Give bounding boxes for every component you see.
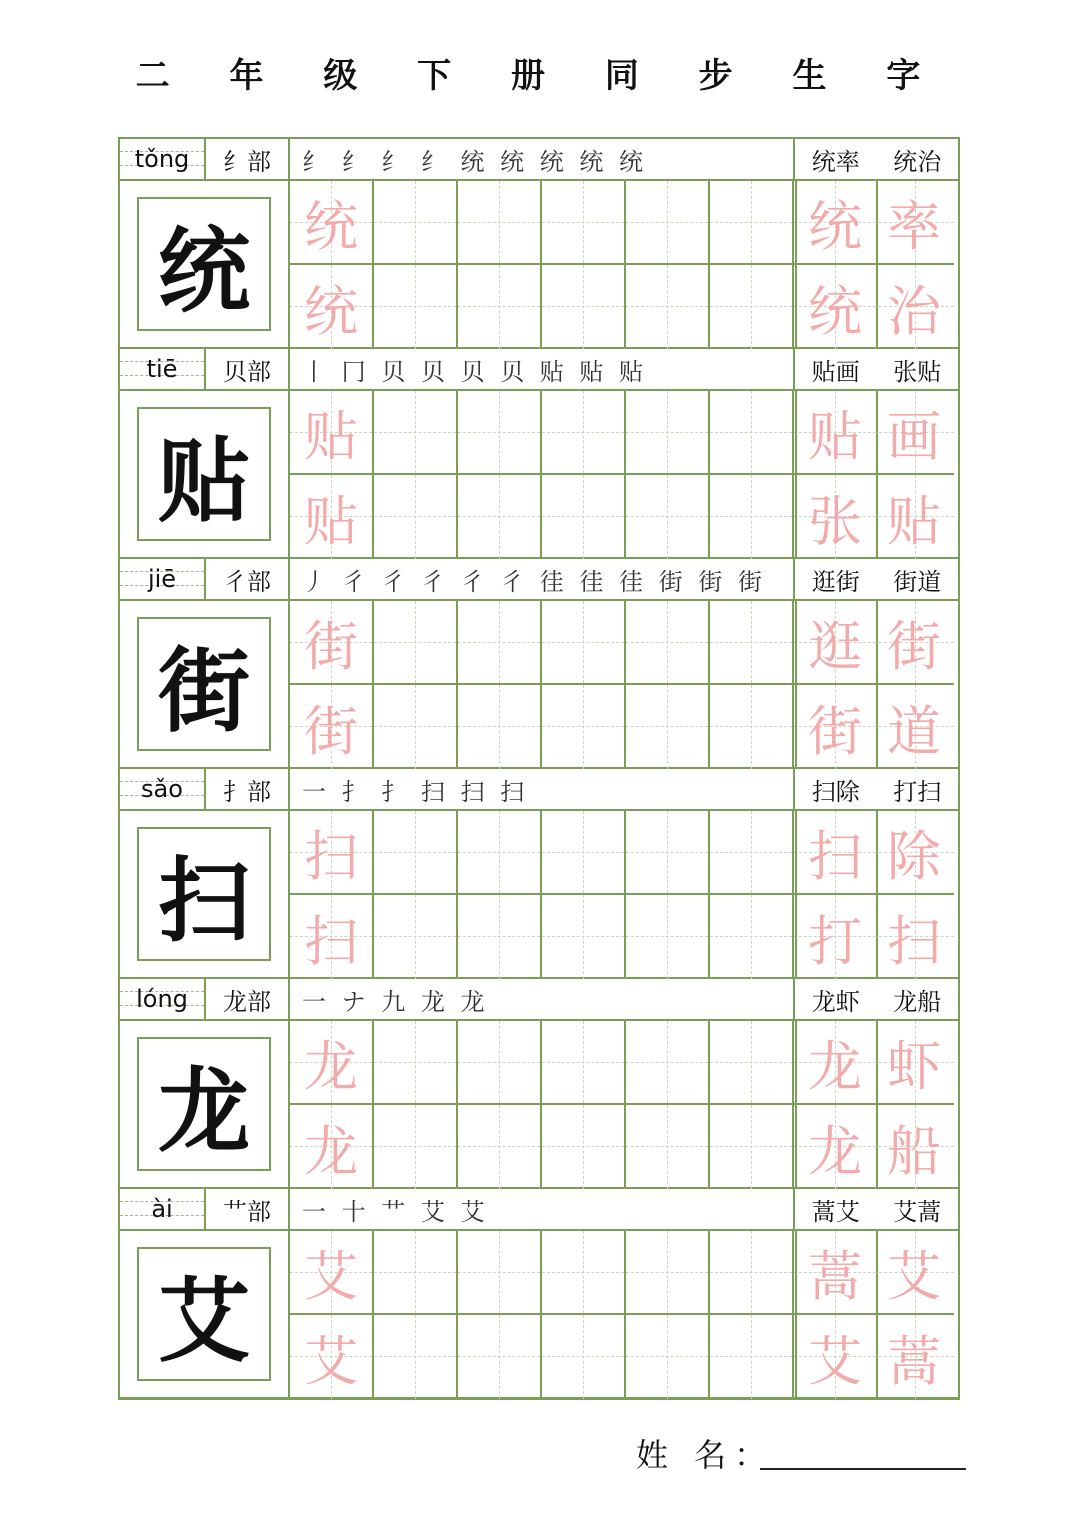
trace-square[interactable] (290, 1231, 374, 1315)
trace-character: 贴 (887, 489, 941, 553)
trace-square[interactable] (874, 1105, 954, 1189)
example-words (795, 139, 958, 179)
pinyin: tiē (146, 355, 178, 383)
blank-square[interactable] (626, 811, 710, 895)
character-block (120, 559, 958, 769)
trace-square[interactable] (290, 391, 374, 475)
info-row (120, 769, 958, 811)
trace-character: 扫 (304, 824, 358, 888)
info-row (120, 1189, 958, 1231)
trace-square[interactable] (794, 475, 878, 559)
radical: 贝部 (206, 349, 290, 389)
example-word: 龙船 (893, 987, 942, 1016)
info-row (120, 349, 958, 391)
trace-square[interactable] (794, 601, 878, 685)
trace-character: 统 (808, 279, 862, 343)
blank-square[interactable] (542, 685, 626, 769)
blank-square[interactable] (458, 1231, 542, 1315)
blank-square[interactable] (710, 1105, 794, 1189)
trace-character: 龙 (808, 1119, 862, 1183)
trace-square[interactable] (794, 685, 878, 769)
blank-square[interactable] (458, 181, 542, 265)
radical: 艹部 (206, 1189, 290, 1229)
trace-square[interactable] (290, 1105, 374, 1189)
blank-square[interactable] (542, 1021, 626, 1105)
trace-square[interactable] (874, 265, 954, 349)
pinyin-cell (120, 139, 206, 179)
pinyin: lóng (136, 985, 188, 1013)
blank-square[interactable] (458, 1315, 542, 1399)
blank-square[interactable] (542, 895, 626, 979)
trace-character: 龙 (304, 1034, 358, 1098)
name-label: 姓 名： (636, 1436, 775, 1474)
pinyin-cell (120, 349, 206, 389)
blank-square[interactable] (626, 685, 710, 769)
trace-square[interactable] (794, 1315, 878, 1399)
radical: 彳部 (206, 559, 290, 599)
character-block (120, 1189, 958, 1399)
blank-square[interactable] (374, 475, 458, 559)
example-word: 艾蒿 (893, 1197, 942, 1226)
trace-character: 街 (304, 614, 358, 678)
blank-square[interactable] (374, 895, 458, 979)
trace-character: 逛 (808, 614, 862, 678)
trace-character: 船 (887, 1119, 941, 1183)
trace-square[interactable] (290, 1021, 374, 1105)
practice-sheet (118, 137, 960, 1400)
example-words (795, 349, 958, 389)
blank-square[interactable] (626, 1105, 710, 1189)
blank-square[interactable] (374, 1021, 458, 1105)
blank-square[interactable] (710, 181, 794, 265)
trace-character: 蒿 (887, 1329, 941, 1393)
blank-square[interactable] (710, 601, 794, 685)
word-divider (795, 601, 797, 767)
blank-square[interactable] (374, 601, 458, 685)
blank-square[interactable] (542, 391, 626, 475)
trace-character: 张 (808, 489, 862, 553)
trace-square[interactable] (794, 1105, 878, 1189)
stroke-order: 丨 冂 贝 贝 贝 贝 贴 贴 贴 (290, 349, 795, 389)
character-block (120, 769, 958, 979)
trace-square[interactable] (794, 181, 878, 265)
page-title: 二 年 级 下 册 同 步 生 字 (135, 56, 945, 96)
blank-square[interactable] (710, 811, 794, 895)
stroke-order: 纟 纟 纟 纟 统 统 统 统 统 (290, 139, 795, 179)
trace-character: 道 (887, 699, 941, 763)
model-character-area (120, 181, 290, 349)
blank-square[interactable] (626, 181, 710, 265)
trace-character: 艾 (808, 1329, 862, 1393)
blank-square[interactable] (374, 391, 458, 475)
model-character-area (120, 811, 290, 979)
character-block (120, 979, 958, 1189)
example-word: 龙虾 (811, 987, 860, 1016)
example-words (795, 979, 958, 1019)
example-word: 贴画 (811, 357, 860, 386)
trace-character: 龙 (808, 1034, 862, 1098)
blank-square[interactable] (458, 811, 542, 895)
blank-square[interactable] (374, 181, 458, 265)
trace-square[interactable] (874, 181, 954, 265)
writing-grid (290, 811, 958, 979)
example-words (795, 1189, 958, 1229)
trace-character: 蒿 (808, 1244, 862, 1308)
trace-character: 扫 (887, 909, 941, 973)
trace-character: 扫 (808, 824, 862, 888)
trace-character: 艾 (304, 1329, 358, 1393)
trace-square[interactable] (874, 475, 954, 559)
trace-character: 贴 (304, 489, 358, 553)
trace-square[interactable] (794, 265, 878, 349)
model-character: 艾 (137, 1247, 271, 1381)
trace-square[interactable] (290, 475, 374, 559)
blank-square[interactable] (374, 811, 458, 895)
pinyin: jiē (147, 565, 177, 593)
trace-character: 街 (304, 699, 358, 763)
blank-square[interactable] (458, 475, 542, 559)
blank-square[interactable] (626, 1021, 710, 1105)
model-character-area (120, 391, 290, 559)
character-block (120, 139, 958, 349)
writing-grid (290, 181, 958, 349)
writing-grid (290, 1231, 958, 1399)
example-words (795, 769, 958, 809)
blank-square[interactable] (458, 1021, 542, 1105)
stroke-order: 一 ナ 九 龙 龙 (290, 979, 795, 1019)
blank-square[interactable] (542, 265, 626, 349)
blank-square[interactable] (710, 685, 794, 769)
blank-square[interactable] (542, 1105, 626, 1189)
trace-square[interactable] (874, 895, 954, 979)
trace-character: 统 (304, 194, 358, 258)
info-row (120, 559, 958, 601)
trace-character: 虾 (887, 1034, 941, 1098)
model-character: 龙 (137, 1037, 271, 1171)
model-character-area (120, 1231, 290, 1399)
trace-square[interactable] (794, 811, 878, 895)
character-block (120, 349, 958, 559)
trace-square[interactable] (794, 391, 878, 475)
blank-square[interactable] (458, 391, 542, 475)
trace-character: 统 (808, 194, 862, 258)
word-divider (795, 811, 797, 977)
trace-character: 统 (304, 279, 358, 343)
word-divider (795, 391, 797, 557)
trace-square[interactable] (794, 895, 878, 979)
trace-square[interactable] (290, 265, 374, 349)
trace-square[interactable] (874, 391, 954, 475)
model-character: 统 (137, 197, 271, 331)
writing-grid (290, 391, 958, 559)
blank-square[interactable] (458, 895, 542, 979)
blank-square[interactable] (626, 1231, 710, 1315)
example-word: 统率 (811, 147, 860, 176)
name-blank-line[interactable] (760, 1468, 966, 1470)
trace-square[interactable] (290, 685, 374, 769)
blank-square[interactable] (626, 475, 710, 559)
word-divider (795, 1021, 797, 1187)
trace-square[interactable] (290, 181, 374, 265)
blank-square[interactable] (626, 265, 710, 349)
stroke-order: 丿 彳 彳 彳 彳 彳 徍 徍 徍 街 街 街 (290, 559, 795, 599)
pinyin-cell (120, 559, 206, 599)
trace-square[interactable] (290, 1315, 374, 1399)
blank-square[interactable] (626, 895, 710, 979)
pinyin: sǎo (141, 775, 183, 803)
blank-square[interactable] (374, 685, 458, 769)
blank-square[interactable] (710, 895, 794, 979)
trace-square[interactable] (874, 685, 954, 769)
pinyin: tǒng (134, 145, 190, 173)
blank-square[interactable] (710, 475, 794, 559)
trace-character: 扫 (304, 909, 358, 973)
model-character-area (120, 1021, 290, 1189)
pinyin-cell (120, 769, 206, 809)
blank-square[interactable] (710, 1231, 794, 1315)
example-word: 逛街 (811, 567, 860, 596)
trace-character: 治 (887, 279, 941, 343)
example-word: 打扫 (893, 777, 942, 806)
word-divider (795, 181, 797, 347)
trace-square[interactable] (794, 1021, 878, 1105)
radical: 龙部 (206, 979, 290, 1019)
trace-square[interactable] (794, 1231, 878, 1315)
radical: 纟部 (206, 139, 290, 179)
pinyin-cell (120, 979, 206, 1019)
blank-square[interactable] (374, 1105, 458, 1189)
trace-square[interactable] (874, 1315, 954, 1399)
blank-square[interactable] (710, 1021, 794, 1105)
word-divider (795, 1231, 797, 1397)
blank-square[interactable] (542, 601, 626, 685)
model-character: 贴 (137, 407, 271, 541)
trace-square[interactable] (290, 811, 374, 895)
model-character-area (120, 601, 290, 769)
trace-character: 龙 (304, 1119, 358, 1183)
trace-character: 率 (887, 194, 941, 258)
blank-square[interactable] (542, 1231, 626, 1315)
trace-square[interactable] (874, 1021, 954, 1105)
blank-square[interactable] (458, 265, 542, 349)
trace-character: 打 (808, 909, 862, 973)
trace-character: 艾 (304, 1244, 358, 1308)
trace-character: 画 (887, 404, 941, 468)
blank-square[interactable] (374, 265, 458, 349)
radical: 扌部 (206, 769, 290, 809)
example-word: 蒿艾 (811, 1197, 860, 1226)
pinyin-cell (120, 1189, 206, 1229)
example-word: 街道 (893, 567, 942, 596)
example-word: 张贴 (893, 357, 942, 386)
trace-character: 除 (887, 824, 941, 888)
example-word: 扫除 (811, 777, 860, 806)
stroke-order: 一 扌 扌 扫 扫 扫 (290, 769, 795, 809)
trace-character: 街 (887, 614, 941, 678)
stroke-order: 一 十 艹 艾 艾 (290, 1189, 795, 1229)
blank-square[interactable] (458, 1105, 542, 1189)
blank-square[interactable] (626, 391, 710, 475)
blank-square[interactable] (710, 391, 794, 475)
blank-square[interactable] (458, 685, 542, 769)
blank-square[interactable] (542, 181, 626, 265)
writing-grid (290, 1021, 958, 1189)
trace-square[interactable] (874, 811, 954, 895)
trace-character: 贴 (304, 404, 358, 468)
blank-square[interactable] (374, 1231, 458, 1315)
writing-grid (290, 601, 958, 769)
example-words (795, 559, 958, 599)
trace-square[interactable] (874, 601, 954, 685)
trace-character: 街 (808, 699, 862, 763)
trace-character: 贴 (808, 404, 862, 468)
info-row (120, 139, 958, 181)
blank-square[interactable] (374, 1315, 458, 1399)
blank-square[interactable] (710, 265, 794, 349)
blank-square[interactable] (710, 1315, 794, 1399)
trace-square[interactable] (290, 601, 374, 685)
blank-square[interactable] (458, 601, 542, 685)
model-character: 扫 (137, 827, 271, 961)
pinyin: ài (151, 1195, 173, 1223)
trace-square[interactable] (290, 895, 374, 979)
blank-square[interactable] (542, 475, 626, 559)
model-character: 街 (137, 617, 271, 751)
trace-character: 艾 (887, 1244, 941, 1308)
blank-square[interactable] (626, 1315, 710, 1399)
blank-square[interactable] (542, 811, 626, 895)
trace-square[interactable] (874, 1231, 954, 1315)
info-row (120, 979, 958, 1021)
blank-square[interactable] (626, 601, 710, 685)
example-word: 统治 (893, 147, 942, 176)
blank-square[interactable] (542, 1315, 626, 1399)
